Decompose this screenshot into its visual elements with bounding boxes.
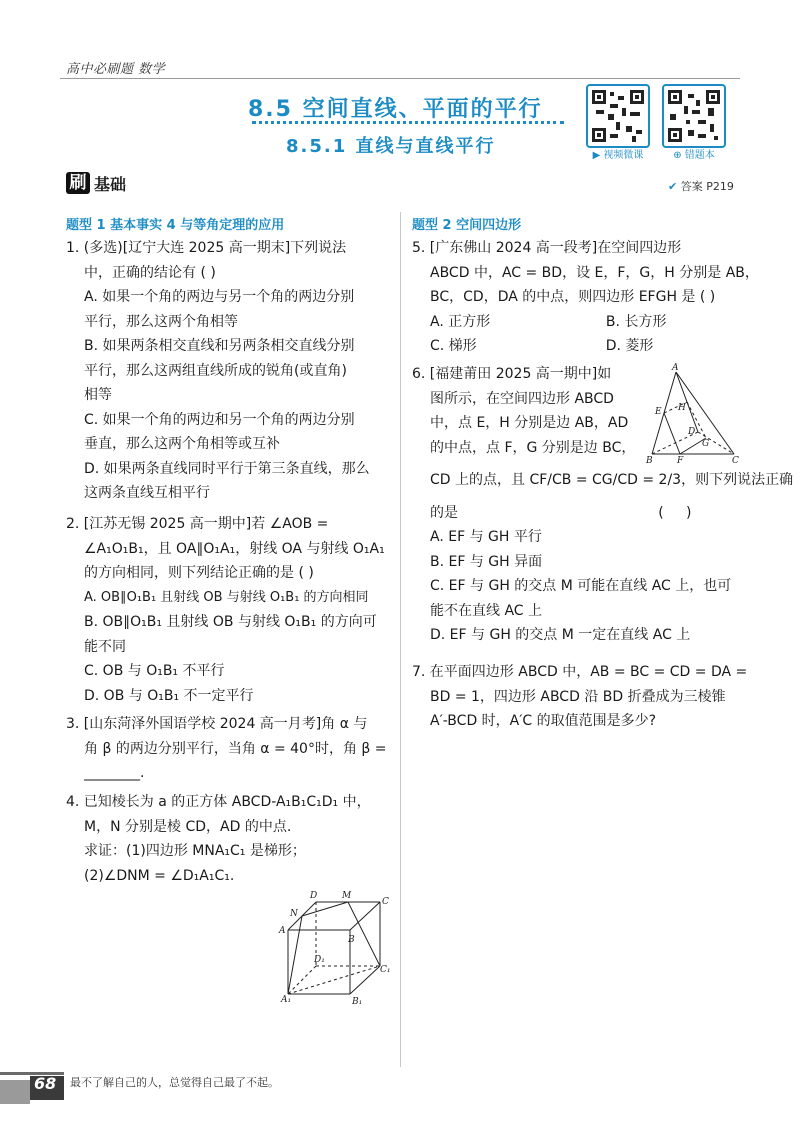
- qr-caption-errors: ⊕ 错题本: [673, 150, 715, 161]
- subsection-title: 8.5.1 直线与直线平行: [286, 136, 496, 157]
- option-b[interactable]: B. EF 与 GH 异面: [430, 553, 543, 570]
- shua-label: 基础: [94, 175, 127, 194]
- column-divider: [400, 212, 401, 1067]
- question-4: [66, 790, 396, 888]
- q-line: 1. (多选)[辽宁大连 2025 高一期末]下列说法: [66, 240, 347, 256]
- q-line: 7. 在平面四边形 ABCD 中，AB = BC = CD = DA =: [412, 664, 748, 680]
- answer-text: 答案 P219: [680, 180, 734, 193]
- option-d[interactable]: D. OB 与 O₁B₁ 不一定平行: [84, 687, 254, 704]
- qr-pattern-icon: [668, 90, 720, 142]
- options-cd[interactable]: C. 梯形 D. 菱形: [430, 338, 654, 354]
- label-b1: B₁: [352, 997, 363, 1007]
- question-2: [66, 512, 396, 708]
- q-line: BD = 1，四边形 ABCD 沿 BD 折叠成为三棱锥: [430, 688, 726, 705]
- footer-motto: 最不了解自己的人，总觉得自己最了不起。: [70, 1076, 279, 1089]
- q-line: A′-BCD 时，A′C 的取值范围是多少?: [430, 713, 657, 729]
- q-line: 角 β 的两边分别平行，当角 α = 40°时，角 β =: [84, 740, 387, 757]
- label-b: B: [348, 935, 355, 945]
- q-line: 3. [山东菏泽外国语学校 2024 高一月考]角 α 与: [66, 716, 368, 732]
- label-d: D: [688, 427, 696, 437]
- label-c: C: [732, 456, 739, 466]
- option-d[interactable]: D. EF 与 GH 的交点 M 一定在直线 AC 上: [430, 627, 691, 643]
- q-line: ABCD 中，AC = BD，设 E，F，G，H 分别是 AB，: [430, 264, 759, 281]
- label-n: N: [290, 909, 298, 919]
- q-line: 4. 已知棱长为 a 的正方体 ABCD-A₁B₁C₁D₁ 中，: [66, 794, 371, 810]
- cube-figure: [276, 888, 396, 1010]
- q-line: M，N 分别是棱 CD，AD 的中点.: [84, 818, 292, 835]
- q-line: 的方向相同，则下列结论正确的是 ( ): [84, 565, 314, 581]
- q-line: 垂直，那么这两个角相等或互补: [84, 436, 280, 452]
- options-ab[interactable]: A. 正方形 B. 长方形: [430, 313, 667, 330]
- question-3: [66, 712, 396, 786]
- label-b: B: [646, 456, 653, 466]
- q-line: 5. [广东佛山 2024 高一段考]在空间四边形: [412, 240, 682, 256]
- q-line: 相等: [84, 387, 112, 403]
- label-a: A: [672, 363, 679, 373]
- q-line: 平行，那么这两个角相等: [84, 313, 238, 330]
- label-a: A: [279, 926, 286, 936]
- title-dotted-rule: [252, 121, 564, 124]
- q-line: CD 上的点，且 CF/CB = CG/CD = 2/3，则下列说法正确: [430, 472, 794, 488]
- question-1: [66, 236, 396, 506]
- section-title: 8.5 空间直线、平面的平行: [248, 97, 543, 122]
- option-a[interactable]: A. OB∥O₁B₁ 且射线 OB 与射线 O₁B₁ 的方向相同: [84, 589, 369, 605]
- answer-ref[interactable]: [668, 178, 734, 194]
- q-line: 图所示，在空间四边形 ABCD: [430, 390, 614, 407]
- q-line: 中，点 E，H 分别是边 AB，AD: [430, 415, 629, 431]
- q-line: BC，CD，DA 的中点，则四边形 EFGH 是 ( ): [430, 289, 716, 305]
- option-c[interactable]: C. OB 与 O₁B₁ 不平行: [84, 663, 225, 679]
- option-b[interactable]: B. 如果两条相交直线和另两条相交直线分别: [84, 338, 355, 354]
- book-header: 高中必刷题 数学: [66, 62, 166, 77]
- question-7: [412, 660, 748, 734]
- label-a1: A₁: [281, 995, 292, 1005]
- q-line: 的是 ( ): [430, 504, 692, 521]
- q-line: 求证：(1)四边形 MNA₁C₁ 是梯形；: [84, 843, 306, 859]
- header-rule: [60, 78, 740, 79]
- option-c[interactable]: C. EF 与 GH 的交点 M 可能在直线 AC 上，也可: [430, 578, 732, 594]
- label-g: G: [702, 439, 710, 449]
- qr-label-errors: 错题本: [684, 150, 715, 161]
- qr-code-errors[interactable]: [662, 84, 726, 148]
- label-m: M: [342, 891, 352, 901]
- option-d[interactable]: D. 如果两条直线同时平行于第三条直线，那么: [84, 460, 370, 477]
- label-h: H: [678, 403, 686, 413]
- label-d: D: [310, 891, 318, 901]
- q-line: 6. [福建莆田 2025 高一期中]如: [412, 366, 612, 382]
- option-b[interactable]: B. OB∥O₁B₁ 且射线 OB 与射线 O₁B₁ 的方向可: [84, 614, 377, 630]
- label-d1: D₁: [314, 955, 325, 965]
- shua-logo: 刷: [66, 172, 90, 194]
- q-line: 中，正确的结论有 ( ): [84, 264, 216, 281]
- option-a[interactable]: A. 如果一个角的两边与另一个角的两边分别: [84, 289, 355, 305]
- label-f: F: [677, 456, 684, 466]
- question-5: [412, 236, 759, 359]
- q-line: 平行，那么这两组直线所成的锐角(或直角): [84, 362, 347, 379]
- q-line: 这两条直线互相平行: [84, 485, 210, 501]
- qr-code-video[interactable]: [586, 84, 650, 148]
- label-e: E: [655, 407, 662, 417]
- option-a[interactable]: A. EF 与 GH 平行: [430, 529, 542, 545]
- label-c1: C₁: [380, 965, 391, 975]
- tetrahedron-figure: [644, 362, 744, 466]
- q-line: 2. [江苏无锡 2025 高一期中]若 ∠AOB =: [66, 516, 329, 532]
- q-line: (2)∠DNM = ∠D₁A₁C₁.: [84, 867, 235, 884]
- q-line: ∠A₁O₁B₁，且 OA∥O₁A₁，射线 OA 与射线 O₁A₁: [84, 540, 385, 557]
- qr-pattern-icon: [592, 90, 644, 142]
- type-heading-2: 题型 2 空间四边形: [412, 218, 522, 233]
- q-line: 的中点，点 F，G 分别是边 BC，: [430, 439, 636, 456]
- answer-blank[interactable]: ________.: [84, 765, 145, 781]
- q-line: 能不同: [84, 638, 126, 655]
- label-c: C: [382, 897, 389, 907]
- q-line: 能不在直线 AC 上: [430, 602, 543, 619]
- option-c[interactable]: C. 如果一个角的两边和另一个角的两边分别: [84, 411, 355, 428]
- page-number: 68: [34, 1074, 57, 1093]
- qr-label-video: 视频微课: [603, 150, 644, 161]
- check-icon: ✔: [668, 180, 678, 193]
- qr-caption-video: ▶ 视频微课: [592, 150, 644, 161]
- type-heading-1: 题型 1 基本事实 4 与等角定理的应用: [66, 218, 285, 233]
